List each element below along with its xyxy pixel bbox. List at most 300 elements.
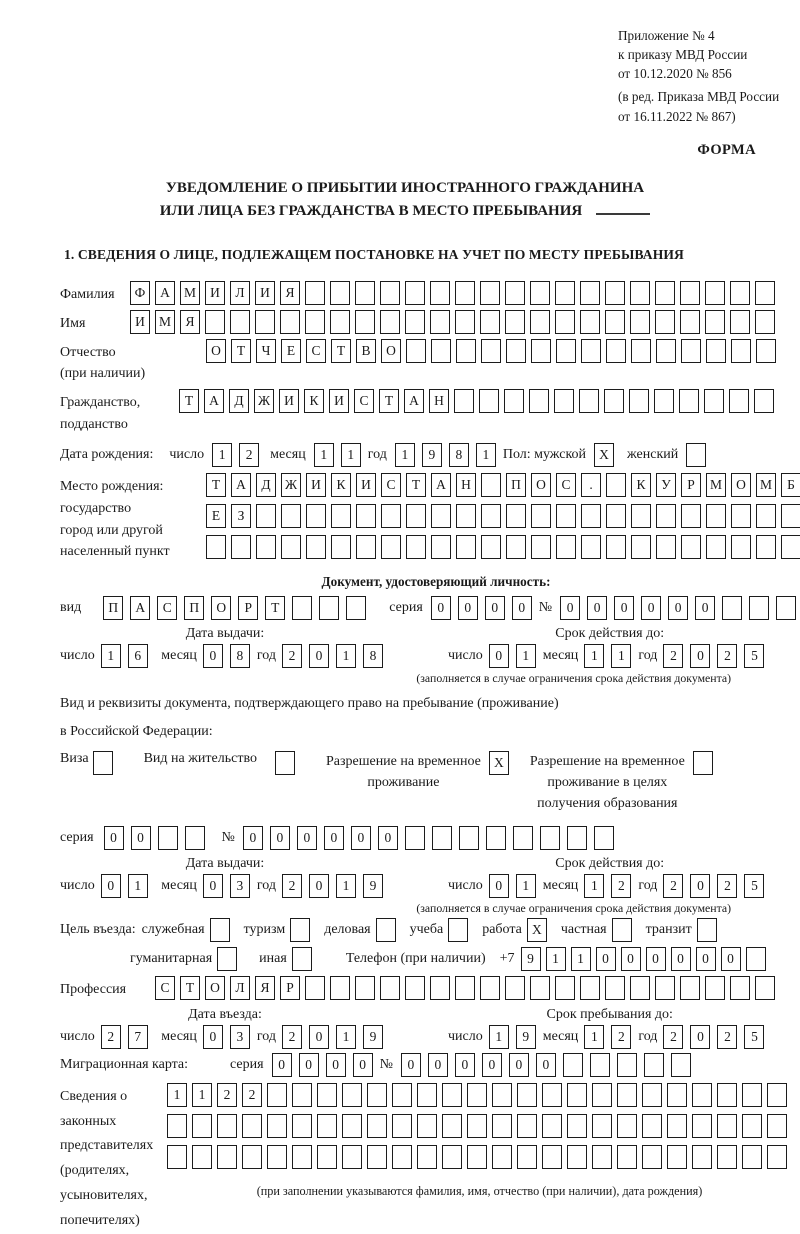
char-cell[interactable]: Т bbox=[406, 473, 426, 497]
char-cell[interactable]: . bbox=[581, 473, 601, 497]
char-cell[interactable] bbox=[730, 310, 750, 334]
char-cell[interactable]: 1 bbox=[516, 874, 536, 898]
char-cell[interactable] bbox=[467, 1145, 487, 1169]
char-cell[interactable]: Л bbox=[230, 281, 250, 305]
char-cell[interactable]: М bbox=[756, 473, 776, 497]
char-cell[interactable]: 3 bbox=[230, 874, 250, 898]
char-cell[interactable] bbox=[556, 504, 576, 528]
char-cell[interactable]: 1 bbox=[584, 644, 604, 668]
char-cell[interactable] bbox=[655, 281, 675, 305]
char-cell[interactable]: 1 bbox=[395, 443, 415, 467]
stay-year-cells[interactable] bbox=[663, 1025, 771, 1049]
purpose-official-checkbox[interactable] bbox=[210, 918, 235, 942]
char-cell[interactable] bbox=[542, 1114, 562, 1138]
char-cell[interactable]: 5 bbox=[744, 874, 764, 898]
char-cell[interactable] bbox=[481, 473, 501, 497]
char-cell[interactable] bbox=[530, 281, 550, 305]
char-cell[interactable] bbox=[555, 976, 575, 1000]
char-cell[interactable]: 0 bbox=[641, 596, 661, 620]
char-cell[interactable] bbox=[717, 1114, 737, 1138]
char-cell[interactable] bbox=[342, 1114, 362, 1138]
birth-place-cells-row3[interactable] bbox=[206, 535, 800, 559]
char-cell[interactable] bbox=[767, 1114, 787, 1138]
surname-cells[interactable] bbox=[130, 281, 780, 305]
char-cell[interactable] bbox=[592, 1145, 612, 1169]
char-cell[interactable] bbox=[405, 826, 425, 850]
char-cell[interactable]: 2 bbox=[242, 1083, 262, 1107]
char-cell[interactable] bbox=[697, 918, 717, 942]
char-cell[interactable]: П bbox=[184, 596, 204, 620]
char-cell[interactable] bbox=[481, 535, 501, 559]
char-cell[interactable]: С bbox=[155, 976, 175, 1000]
doc-valid-day-cells[interactable] bbox=[489, 644, 543, 668]
char-cell[interactable] bbox=[430, 976, 450, 1000]
char-cell[interactable] bbox=[256, 504, 276, 528]
char-cell[interactable]: 1 bbox=[336, 1025, 356, 1049]
char-cell[interactable] bbox=[542, 1083, 562, 1107]
char-cell[interactable]: Я bbox=[280, 281, 300, 305]
char-cell[interactable] bbox=[692, 1114, 712, 1138]
doc-kind-cells[interactable] bbox=[103, 596, 373, 620]
char-cell[interactable] bbox=[380, 976, 400, 1000]
char-cell[interactable]: Т bbox=[379, 389, 399, 413]
char-cell[interactable] bbox=[267, 1114, 287, 1138]
char-cell[interactable]: 9 bbox=[363, 1025, 383, 1049]
representatives-cells-row3[interactable] bbox=[167, 1145, 792, 1169]
char-cell[interactable]: А bbox=[231, 473, 251, 497]
char-cell[interactable] bbox=[706, 535, 726, 559]
char-cell[interactable] bbox=[667, 1083, 687, 1107]
char-cell[interactable] bbox=[430, 281, 450, 305]
char-cell[interactable] bbox=[554, 389, 574, 413]
char-cell[interactable] bbox=[680, 281, 700, 305]
char-cell[interactable]: 0 bbox=[560, 596, 580, 620]
char-cell[interactable] bbox=[592, 1083, 612, 1107]
char-cell[interactable] bbox=[781, 535, 800, 559]
char-cell[interactable] bbox=[742, 1145, 762, 1169]
char-cell[interactable] bbox=[356, 504, 376, 528]
residence-issue-year-cells[interactable] bbox=[282, 874, 390, 898]
char-cell[interactable]: 0 bbox=[243, 826, 263, 850]
char-cell[interactable] bbox=[405, 281, 425, 305]
char-cell[interactable]: 1 bbox=[336, 644, 356, 668]
char-cell[interactable]: С bbox=[157, 596, 177, 620]
char-cell[interactable] bbox=[431, 535, 451, 559]
doc-issue-day-cells[interactable] bbox=[101, 644, 155, 668]
char-cell[interactable] bbox=[448, 918, 468, 942]
char-cell[interactable] bbox=[631, 339, 651, 363]
residence-valid-day-cells[interactable] bbox=[489, 874, 543, 898]
temp-residence-checkbox[interactable] bbox=[489, 751, 514, 775]
char-cell[interactable] bbox=[93, 751, 113, 775]
char-cell[interactable] bbox=[481, 339, 501, 363]
char-cell[interactable] bbox=[606, 535, 626, 559]
char-cell[interactable] bbox=[330, 976, 350, 1000]
char-cell[interactable] bbox=[567, 1083, 587, 1107]
char-cell[interactable]: Ф bbox=[130, 281, 150, 305]
char-cell[interactable] bbox=[581, 504, 601, 528]
residence-series-cells[interactable] bbox=[104, 826, 212, 850]
purpose-work-checkbox[interactable] bbox=[527, 918, 552, 942]
char-cell[interactable]: 9 bbox=[422, 443, 442, 467]
char-cell[interactable] bbox=[642, 1145, 662, 1169]
char-cell[interactable]: 0 bbox=[353, 1053, 373, 1077]
char-cell[interactable] bbox=[529, 389, 549, 413]
char-cell[interactable] bbox=[417, 1114, 437, 1138]
char-cell[interactable] bbox=[730, 281, 750, 305]
char-cell[interactable] bbox=[671, 1053, 691, 1077]
char-cell[interactable]: 1 bbox=[314, 443, 334, 467]
char-cell[interactable]: Н bbox=[429, 389, 449, 413]
char-cell[interactable]: 0 bbox=[690, 644, 710, 668]
char-cell[interactable] bbox=[706, 504, 726, 528]
char-cell[interactable] bbox=[292, 947, 312, 971]
char-cell[interactable] bbox=[167, 1145, 187, 1169]
char-cell[interactable] bbox=[617, 1145, 637, 1169]
char-cell[interactable]: В bbox=[356, 339, 376, 363]
char-cell[interactable]: 0 bbox=[203, 644, 223, 668]
char-cell[interactable]: 0 bbox=[351, 826, 371, 850]
doc-issue-month-cells[interactable] bbox=[203, 644, 257, 668]
char-cell[interactable]: 9 bbox=[363, 874, 383, 898]
char-cell[interactable] bbox=[704, 389, 724, 413]
purpose-business-checkbox[interactable] bbox=[376, 918, 401, 942]
char-cell[interactable]: 2 bbox=[663, 1025, 683, 1049]
char-cell[interactable] bbox=[317, 1145, 337, 1169]
char-cell[interactable] bbox=[606, 339, 626, 363]
char-cell[interactable] bbox=[206, 535, 226, 559]
char-cell[interactable] bbox=[631, 504, 651, 528]
char-cell[interactable] bbox=[686, 443, 706, 467]
char-cell[interactable] bbox=[767, 1145, 787, 1169]
char-cell[interactable]: А bbox=[130, 596, 150, 620]
birth-year-cells[interactable] bbox=[395, 443, 503, 467]
char-cell[interactable] bbox=[356, 535, 376, 559]
char-cell[interactable]: Е bbox=[206, 504, 226, 528]
char-cell[interactable] bbox=[705, 310, 725, 334]
char-cell[interactable]: 2 bbox=[611, 874, 631, 898]
citizenship-cells[interactable] bbox=[179, 389, 779, 413]
char-cell[interactable]: 1 bbox=[611, 644, 631, 668]
char-cell[interactable] bbox=[530, 976, 550, 1000]
purpose-transit-checkbox[interactable] bbox=[697, 918, 722, 942]
char-cell[interactable] bbox=[692, 1083, 712, 1107]
char-cell[interactable] bbox=[355, 310, 375, 334]
entry-day-cells[interactable] bbox=[101, 1025, 155, 1049]
char-cell[interactable] bbox=[654, 389, 674, 413]
char-cell[interactable]: 0 bbox=[671, 947, 691, 971]
char-cell[interactable] bbox=[617, 1114, 637, 1138]
char-cell[interactable]: X bbox=[594, 443, 614, 467]
char-cell[interactable]: А bbox=[404, 389, 424, 413]
char-cell[interactable] bbox=[442, 1083, 462, 1107]
char-cell[interactable]: 8 bbox=[449, 443, 469, 467]
char-cell[interactable]: X bbox=[527, 918, 547, 942]
char-cell[interactable] bbox=[456, 504, 476, 528]
char-cell[interactable] bbox=[756, 504, 776, 528]
temp-residence-education-checkbox[interactable] bbox=[693, 751, 718, 775]
char-cell[interactable] bbox=[242, 1114, 262, 1138]
entry-month-cells[interactable] bbox=[203, 1025, 257, 1049]
char-cell[interactable] bbox=[317, 1083, 337, 1107]
char-cell[interactable]: 9 bbox=[521, 947, 541, 971]
char-cell[interactable]: З bbox=[231, 504, 251, 528]
char-cell[interactable]: О bbox=[211, 596, 231, 620]
char-cell[interactable]: Т bbox=[180, 976, 200, 1000]
char-cell[interactable] bbox=[346, 596, 366, 620]
char-cell[interactable]: 0 bbox=[509, 1053, 529, 1077]
char-cell[interactable] bbox=[281, 504, 301, 528]
char-cell[interactable] bbox=[592, 1114, 612, 1138]
char-cell[interactable]: 8 bbox=[363, 644, 383, 668]
char-cell[interactable]: 0 bbox=[299, 1053, 319, 1077]
birth-month-cells[interactable] bbox=[314, 443, 368, 467]
char-cell[interactable] bbox=[305, 310, 325, 334]
char-cell[interactable] bbox=[604, 389, 624, 413]
char-cell[interactable] bbox=[581, 535, 601, 559]
char-cell[interactable]: 0 bbox=[485, 596, 505, 620]
char-cell[interactable] bbox=[642, 1114, 662, 1138]
char-cell[interactable]: 1 bbox=[128, 874, 148, 898]
residence-number-cells[interactable] bbox=[243, 826, 621, 850]
char-cell[interactable] bbox=[531, 504, 551, 528]
char-cell[interactable] bbox=[630, 310, 650, 334]
char-cell[interactable] bbox=[630, 976, 650, 1000]
char-cell[interactable]: И bbox=[255, 281, 275, 305]
char-cell[interactable]: 0 bbox=[690, 874, 710, 898]
char-cell[interactable]: 2 bbox=[282, 1025, 302, 1049]
char-cell[interactable]: 1 bbox=[516, 644, 536, 668]
residence-permit-checkbox[interactable] bbox=[275, 751, 300, 775]
char-cell[interactable] bbox=[480, 976, 500, 1000]
char-cell[interactable] bbox=[376, 918, 396, 942]
char-cell[interactable] bbox=[504, 389, 524, 413]
stay-day-cells[interactable] bbox=[489, 1025, 543, 1049]
char-cell[interactable] bbox=[531, 339, 551, 363]
char-cell[interactable] bbox=[540, 826, 560, 850]
char-cell[interactable] bbox=[231, 535, 251, 559]
char-cell[interactable]: 8 bbox=[230, 644, 250, 668]
char-cell[interactable]: 0 bbox=[324, 826, 344, 850]
char-cell[interactable]: 0 bbox=[482, 1053, 502, 1077]
char-cell[interactable]: 1 bbox=[167, 1083, 187, 1107]
char-cell[interactable]: А bbox=[155, 281, 175, 305]
purpose-study-checkbox[interactable] bbox=[448, 918, 473, 942]
char-cell[interactable] bbox=[305, 281, 325, 305]
char-cell[interactable]: 7 bbox=[128, 1025, 148, 1049]
char-cell[interactable] bbox=[392, 1083, 412, 1107]
char-cell[interactable] bbox=[417, 1145, 437, 1169]
char-cell[interactable]: К bbox=[304, 389, 324, 413]
char-cell[interactable]: 2 bbox=[717, 874, 737, 898]
char-cell[interactable] bbox=[729, 389, 749, 413]
char-cell[interactable]: Т bbox=[206, 473, 226, 497]
char-cell[interactable]: 1 bbox=[571, 947, 591, 971]
char-cell[interactable] bbox=[731, 504, 751, 528]
char-cell[interactable] bbox=[405, 310, 425, 334]
char-cell[interactable] bbox=[442, 1114, 462, 1138]
char-cell[interactable]: 2 bbox=[717, 644, 737, 668]
char-cell[interactable] bbox=[467, 1083, 487, 1107]
char-cell[interactable]: А bbox=[431, 473, 451, 497]
char-cell[interactable]: 0 bbox=[721, 947, 741, 971]
char-cell[interactable] bbox=[693, 751, 713, 775]
char-cell[interactable]: 0 bbox=[272, 1053, 292, 1077]
char-cell[interactable]: Т bbox=[331, 339, 351, 363]
char-cell[interactable] bbox=[317, 1114, 337, 1138]
char-cell[interactable] bbox=[486, 826, 506, 850]
char-cell[interactable] bbox=[431, 339, 451, 363]
char-cell[interactable]: 1 bbox=[584, 874, 604, 898]
char-cell[interactable]: 5 bbox=[744, 644, 764, 668]
char-cell[interactable]: 0 bbox=[458, 596, 478, 620]
char-cell[interactable] bbox=[717, 1145, 737, 1169]
char-cell[interactable] bbox=[459, 826, 479, 850]
char-cell[interactable]: 0 bbox=[646, 947, 666, 971]
char-cell[interactable] bbox=[505, 976, 525, 1000]
char-cell[interactable] bbox=[556, 535, 576, 559]
char-cell[interactable]: И bbox=[279, 389, 299, 413]
char-cell[interactable]: О bbox=[531, 473, 551, 497]
char-cell[interactable] bbox=[530, 310, 550, 334]
char-cell[interactable] bbox=[667, 1114, 687, 1138]
char-cell[interactable]: 0 bbox=[297, 826, 317, 850]
char-cell[interactable] bbox=[454, 389, 474, 413]
char-cell[interactable] bbox=[275, 751, 295, 775]
char-cell[interactable]: 0 bbox=[668, 596, 688, 620]
char-cell[interactable]: 2 bbox=[717, 1025, 737, 1049]
char-cell[interactable] bbox=[292, 1145, 312, 1169]
char-cell[interactable] bbox=[656, 339, 676, 363]
char-cell[interactable]: 0 bbox=[489, 874, 509, 898]
residence-valid-year-cells[interactable] bbox=[663, 874, 771, 898]
char-cell[interactable]: 6 bbox=[128, 644, 148, 668]
char-cell[interactable]: 0 bbox=[203, 874, 223, 898]
char-cell[interactable]: 0 bbox=[431, 596, 451, 620]
char-cell[interactable] bbox=[776, 596, 796, 620]
char-cell[interactable] bbox=[755, 976, 775, 1000]
char-cell[interactable] bbox=[580, 310, 600, 334]
char-cell[interactable]: 0 bbox=[512, 596, 532, 620]
birth-place-cells-row1[interactable] bbox=[206, 473, 800, 497]
char-cell[interactable] bbox=[680, 976, 700, 1000]
phone-cells[interactable] bbox=[521, 947, 771, 971]
char-cell[interactable]: Р bbox=[238, 596, 258, 620]
char-cell[interactable] bbox=[681, 504, 701, 528]
char-cell[interactable] bbox=[517, 1114, 537, 1138]
profession-cells[interactable] bbox=[155, 976, 780, 1000]
char-cell[interactable] bbox=[531, 535, 551, 559]
char-cell[interactable]: 0 bbox=[101, 874, 121, 898]
char-cell[interactable] bbox=[406, 535, 426, 559]
char-cell[interactable]: 0 bbox=[309, 644, 329, 668]
char-cell[interactable]: 1 bbox=[546, 947, 566, 971]
char-cell[interactable]: К bbox=[331, 473, 351, 497]
char-cell[interactable]: К bbox=[631, 473, 651, 497]
char-cell[interactable] bbox=[205, 310, 225, 334]
char-cell[interactable] bbox=[480, 281, 500, 305]
char-cell[interactable] bbox=[306, 504, 326, 528]
char-cell[interactable]: И bbox=[130, 310, 150, 334]
representatives-cells-row2[interactable] bbox=[167, 1114, 792, 1138]
char-cell[interactable] bbox=[467, 1114, 487, 1138]
char-cell[interactable] bbox=[655, 976, 675, 1000]
char-cell[interactable] bbox=[606, 504, 626, 528]
char-cell[interactable] bbox=[567, 1145, 587, 1169]
char-cell[interactable] bbox=[767, 1083, 787, 1107]
char-cell[interactable] bbox=[290, 918, 310, 942]
char-cell[interactable] bbox=[644, 1053, 664, 1077]
visa-checkbox[interactable] bbox=[93, 751, 118, 775]
char-cell[interactable]: 0 bbox=[131, 826, 151, 850]
char-cell[interactable] bbox=[730, 976, 750, 1000]
char-cell[interactable] bbox=[292, 596, 312, 620]
char-cell[interactable] bbox=[158, 826, 178, 850]
char-cell[interactable] bbox=[556, 339, 576, 363]
char-cell[interactable]: 1 bbox=[192, 1083, 212, 1107]
char-cell[interactable] bbox=[381, 535, 401, 559]
char-cell[interactable] bbox=[331, 535, 351, 559]
char-cell[interactable] bbox=[630, 281, 650, 305]
char-cell[interactable] bbox=[505, 310, 525, 334]
char-cell[interactable] bbox=[706, 339, 726, 363]
char-cell[interactable]: С bbox=[556, 473, 576, 497]
char-cell[interactable]: Ж bbox=[254, 389, 274, 413]
char-cell[interactable] bbox=[590, 1053, 610, 1077]
char-cell[interactable] bbox=[492, 1145, 512, 1169]
char-cell[interactable]: Н bbox=[456, 473, 476, 497]
doc-number-cells[interactable] bbox=[560, 596, 800, 620]
char-cell[interactable] bbox=[305, 976, 325, 1000]
char-cell[interactable] bbox=[605, 976, 625, 1000]
char-cell[interactable] bbox=[281, 535, 301, 559]
char-cell[interactable] bbox=[581, 339, 601, 363]
char-cell[interactable]: И bbox=[356, 473, 376, 497]
char-cell[interactable]: Т bbox=[231, 339, 251, 363]
char-cell[interactable] bbox=[612, 918, 632, 942]
char-cell[interactable] bbox=[405, 976, 425, 1000]
char-cell[interactable] bbox=[749, 596, 769, 620]
char-cell[interactable]: 0 bbox=[309, 874, 329, 898]
purpose-humanitarian-checkbox[interactable] bbox=[217, 947, 242, 971]
purpose-private-checkbox[interactable] bbox=[612, 918, 637, 942]
birth-day-cells[interactable] bbox=[212, 443, 266, 467]
char-cell[interactable] bbox=[579, 389, 599, 413]
char-cell[interactable] bbox=[667, 1145, 687, 1169]
char-cell[interactable] bbox=[705, 281, 725, 305]
char-cell[interactable] bbox=[292, 1114, 312, 1138]
sex-female-checkbox[interactable] bbox=[686, 443, 711, 467]
char-cell[interactable]: Е bbox=[281, 339, 301, 363]
char-cell[interactable] bbox=[756, 339, 776, 363]
char-cell[interactable]: 0 bbox=[536, 1053, 556, 1077]
char-cell[interactable] bbox=[492, 1083, 512, 1107]
char-cell[interactable] bbox=[217, 1114, 237, 1138]
char-cell[interactable]: 0 bbox=[587, 596, 607, 620]
char-cell[interactable] bbox=[679, 389, 699, 413]
char-cell[interactable] bbox=[242, 1145, 262, 1169]
char-cell[interactable] bbox=[442, 1145, 462, 1169]
char-cell[interactable]: 1 bbox=[212, 443, 232, 467]
char-cell[interactable]: 1 bbox=[336, 874, 356, 898]
char-cell[interactable] bbox=[555, 281, 575, 305]
char-cell[interactable] bbox=[642, 1083, 662, 1107]
char-cell[interactable] bbox=[392, 1114, 412, 1138]
char-cell[interactable]: 2 bbox=[282, 874, 302, 898]
migration-number-cells[interactable] bbox=[401, 1053, 698, 1077]
char-cell[interactable]: 0 bbox=[104, 826, 124, 850]
char-cell[interactable] bbox=[542, 1145, 562, 1169]
